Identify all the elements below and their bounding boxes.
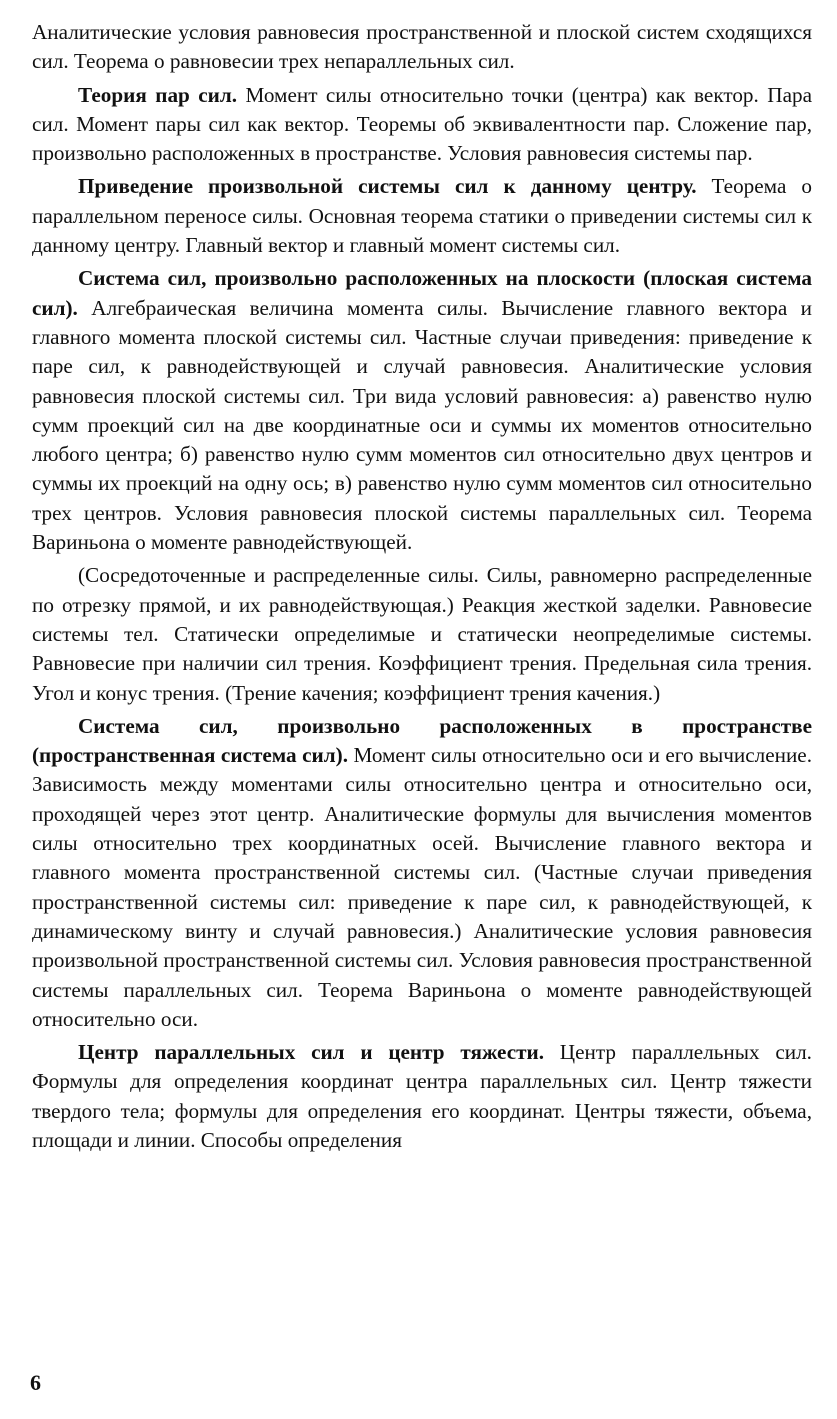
paragraph-distributed-forces	[32, 561, 812, 707]
paragraph-text: Момент силы относительно точки (центра) как вектор. Пара сил. Момент пары сил как вектор. Теоремы об эквивалентности пар. Сложение пар, произвольно расположенных в пространстве. Условия равновесия системы пар.	[32, 82, 812, 166]
section-heading: Теория пар сил.	[78, 82, 238, 107]
paragraph-planar-system	[32, 264, 812, 557]
paragraph-spatial-system	[32, 712, 812, 1034]
paragraph-text: Алгебраическая величина момента силы. Вычисление главного вектора и главного момента плоской системы сил. Частные случаи приведения: приведение к паре сил, к равнодействующей и случай равновесия. Аналитические условия равновесия плоской системы сил. Три вида условий равновесия: а) равенство нулю сумм проекций сил на две координатные оси и суммы их моментов относительно любого центра; б) равенство нулю сумм моментов сил относительно двух центров и суммы их проекций на одну ось; в) равенство нулю сумм моментов сил относительно трех центров. Условия равновесия плоской системы параллельных сил. Теорема Вариньона о моменте равнодействующей.	[32, 295, 812, 555]
paragraph-text: Момент силы относительно оси и его вычисление. Зависимость между моментами силы относительно центра и относительно оси, проходящей через этот центр. Аналитические формулы для вычисления моментов силы относительно трех координатных осей. Вычисление главного вектора и главного момента пространственной системы сил. (Частные случаи приведения пространственной системы сил: приведение к паре сил, к равнодействующей, к динамическому винту и случай равновесия.) Аналитические условия равновесия произвольной пространственной системы сил. Условия равновесия пространственной системы параллельных сил. Теорема Вариньона о моменте равнодействующей относительно оси.	[32, 743, 813, 1031]
section-heading: Приведение произвольной системы сил к данному центру.	[78, 174, 697, 199]
document-page	[32, 18, 812, 1159]
paragraph-text: Центр параллельных сил. Формулы для определения координат центра параллельных сил. Центр тяжести твердого тела; формулы для определения его координат. Центры тяжести, объема, площади и линии. Способы определения	[32, 1040, 812, 1152]
paragraph-center-of-gravity	[32, 1038, 812, 1155]
paragraph-equilibrium-conditions	[32, 18, 812, 77]
paragraph-text: (Сосредоточенные и распределенные силы. Силы, равномерно распределенные по отрезку прямой, и их равнодействующая.) Реакция жесткой заделки. Равновесие системы тел. Статически определимые и статически неопределимые системы. Равновесие при наличии сил трения. Коэффициент трения. Предельная сила трения. Угол и конус трения. (Трение качения; коэффициент трения качения.)	[32, 563, 812, 705]
paragraph-text: Теорема о параллельном переносе силы. Основная теорема статики о приведении системы сил к данному центру. Главный вектор и главный момент системы сил.	[32, 174, 812, 258]
paragraph-couples-theory	[32, 81, 812, 169]
paragraph-reduction-to-center	[32, 172, 812, 260]
section-heading: Центр параллельных сил и центр тяжести.	[78, 1040, 545, 1065]
paragraph-text: Аналитические условия равновесия пространственной и плоской систем сходящихся сил. Теорема о равновесии трех непараллельных сил.	[32, 20, 812, 74]
section-heading: Система сил, произвольно расположенных на плоскости (плоская система сил).	[32, 266, 812, 320]
section-heading: Система сил, произвольно расположенных в пространстве (пространственная система сил).	[32, 713, 812, 768]
page-number: 6	[30, 1370, 41, 1395]
